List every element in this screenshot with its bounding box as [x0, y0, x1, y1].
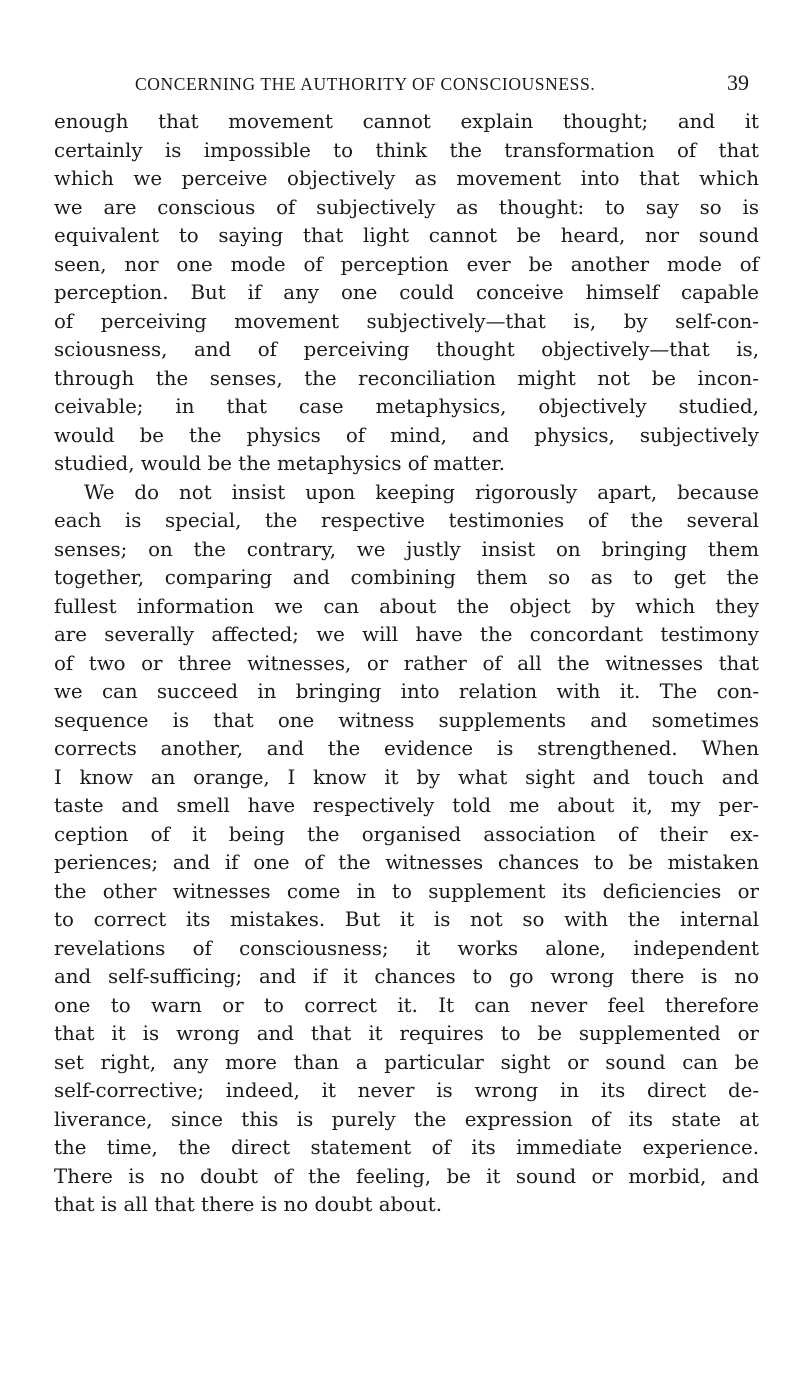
text-line: seen, nor one mode of perception ever be another mode of	[54, 252, 759, 276]
running-head	[0, 70, 800, 100]
paragraph-end-line: studied, would be the metaphysics of matter.	[54, 452, 505, 475]
text-line: through the senses, the reconciliation might not be incon-	[54, 366, 759, 390]
text-line: the other witnesses come in to supplement its deficiencies or	[54, 879, 759, 903]
text-line: are severally affected; we will have the concordant testimony	[54, 623, 759, 646]
text-line: to correct its mistakes. But it is not so with the internal	[54, 908, 759, 931]
text-line: we are conscious of subjectively as thought: to say so is	[54, 195, 759, 219]
text-line: revelations of consciousness; it works alone, independent	[54, 936, 759, 960]
text-line: equivalent to saying that light cannot be heard, nor sound	[54, 224, 759, 247]
text-line: which we perceive objectively as movement into that which	[54, 167, 759, 190]
text-line: enough that movement cannot explain thought; and it	[54, 110, 759, 133]
paragraph-end-line: that is all that there is no doubt about.	[54, 1193, 443, 1216]
text-line: perception. But if any one could conceive himself capable	[54, 281, 759, 304]
text-line: certainly is impossible to think the transformation of that	[54, 138, 759, 162]
page-number: 39	[727, 70, 749, 95]
text-line: I know an orange, I know it by what sight and touch and	[54, 765, 759, 789]
text-line: of two or three witnesses, or rather of all the witnesses that	[54, 651, 759, 675]
text-line: fullest information we can about the object by which they	[54, 594, 759, 618]
text-line: There is no doubt of the feeling, be it sound or morbid, and	[54, 1164, 759, 1188]
text-line: ceivable; in that case metaphysics, objectively studied,	[54, 395, 759, 418]
text-line: and self-sufficing; and if it chances to go wrong there is no	[54, 965, 759, 988]
text-line: self-corrective; indeed, it never is wrong in its direct de-	[54, 1079, 759, 1102]
text-line: sciousness, and of perceiving thought objectively—that is,	[54, 338, 759, 361]
text-line: liverance, since this is purely the expression of its state at	[54, 1107, 759, 1131]
text-line: taste and smell have respectively told me about it, my per-	[54, 794, 759, 817]
text-line: corrects another, and the evidence is strengthened. When	[54, 737, 759, 760]
text-line: ception of it being the organised association of their ex-	[54, 822, 759, 846]
text-line: periences; and if one of the witnesses chances to be mistaken	[54, 851, 759, 874]
running-title: CONCERNING THE AUTHORITY OF CONSCIOUSNESS.	[135, 74, 596, 94]
text-line: of perceiving movement subjectively—that is, by self-con-	[54, 309, 759, 333]
paragraph-start-line: We do not insist upon keeping rigorously apart, because	[84, 480, 759, 504]
text-line: together, comparing and combining them so as to get the	[54, 566, 759, 589]
text-line: set right, any more than a particular sight or sound can be	[54, 1050, 759, 1074]
text-line: one to warn or to correct it. It can never feel therefore	[54, 993, 759, 1017]
text-line: we can succeed in bringing into relation with it. The con-	[54, 680, 759, 703]
body-text	[54, 108, 759, 1220]
text-line: would be the physics of mind, and physics, subjectively	[54, 423, 759, 447]
text-line: sequence is that one witness supplements and sometimes	[54, 708, 759, 732]
text-line: senses; on the contrary, we justly insist on bringing them	[54, 537, 759, 561]
text-line: each is special, the respective testimonies of the several	[54, 509, 759, 532]
text-line: that it is wrong and that it requires to be supplemented or	[54, 1022, 759, 1045]
text-line: the time, the direct statement of its immediate experience.	[54, 1136, 759, 1159]
